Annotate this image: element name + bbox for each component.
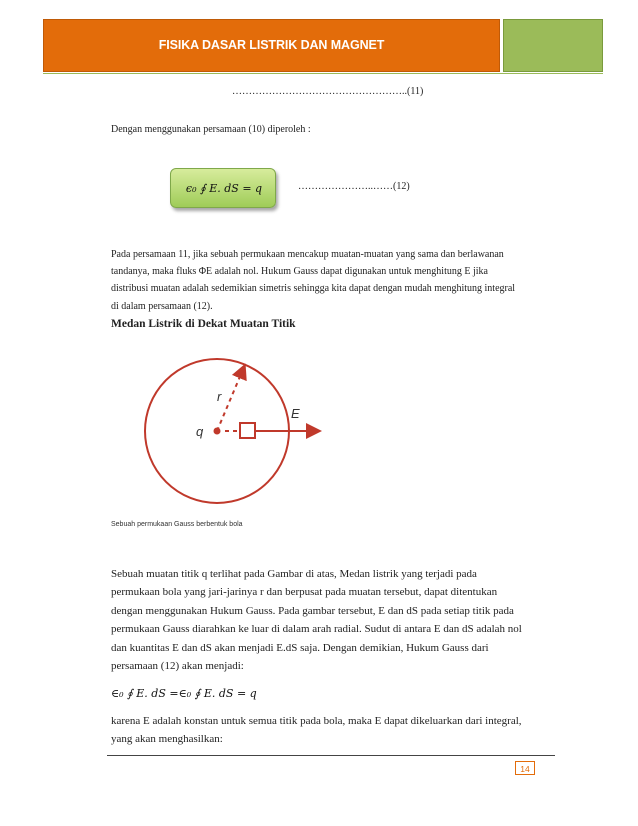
surface-element — [240, 423, 255, 438]
text-line: Pada persamaan 11, jika sebuah permukaan mencakup muatan-muatan yang sama dan berlawanan — [111, 249, 504, 260]
paragraph-gauss-zero-flux — [111, 246, 551, 315]
equation-12-number: …………………..……(12) — [298, 181, 410, 192]
header-title: FISIKA DASAR LISTRIK DAN MAGNET — [158, 38, 385, 52]
paragraph-constant-e — [111, 712, 551, 749]
text-line: karena E adalah konstan untuk semua titik pada bola, maka E dapat dikeluarkan dari integral, — [111, 715, 522, 727]
text-line: Sebuah muatan titik q terlihat pada Gambar di atas, Medan listrik yang terjadi pada — [111, 568, 477, 580]
text-line: tandanya, maka fluks ΦE adalah nol. Hukum Gauss dapat digunakan untuk menghitung E jika — [111, 266, 488, 278]
text-line: dan kuantitas E dan dS akan menjadi E.dS saja. Dengan demikian, Hukum Gauss dari — [111, 641, 489, 654]
text-line: di dalam persamaan (12). — [111, 300, 213, 312]
header-underline — [43, 73, 603, 74]
text-line: persamaan (12) akan menjadi: — [111, 660, 244, 673]
gauss-sphere-figure — [135, 355, 335, 515]
label-q: q — [196, 424, 204, 439]
text-line: dengan menggunakan Hukum Gauss. Pada gambar tersebut, E dan dS pada setiap titik pada — [111, 604, 514, 617]
equation-11-number: ……………………………………………..(11) — [232, 86, 424, 97]
label-E: E — [291, 406, 300, 421]
text-line: permukaan bola yang jari-jarinya r dan berpusat pada muatan tersebut, dapat ditentukan — [111, 586, 498, 599]
text-line: permukaan Gauss diarahkan ke luar di dalam arah radial. Sudut di antara E dan dS adalah nol — [111, 623, 522, 636]
equation-12-formula: ϵ₀ ∮ E. dS = q — [185, 182, 263, 195]
page-number: 14 — [515, 761, 535, 775]
figure-caption: Sebuah permukaan Gauss berbentuk bola — [111, 521, 243, 528]
footer-line — [107, 755, 555, 756]
intro-text: Dengan menggunakan persamaan (10) diperoleh : — [111, 124, 311, 135]
text-line: yang akan menghasilkan: — [111, 733, 223, 746]
text-line: distribusi muatan adalah sedemikian simetris sehingga kita dapat dengan mudah menghitung integral — [111, 283, 516, 295]
page-header — [43, 19, 603, 72]
paragraph-point-charge — [111, 565, 551, 675]
equation-13: ∈₀ ∮ E. dS =∈₀ ∮ E. dS = q — [111, 687, 257, 700]
label-r: r — [217, 389, 222, 404]
equation-12-box — [170, 168, 276, 208]
header-side-box — [503, 19, 603, 72]
section-title: Medan Listrik di Dekat Muatan Titik — [111, 318, 296, 330]
